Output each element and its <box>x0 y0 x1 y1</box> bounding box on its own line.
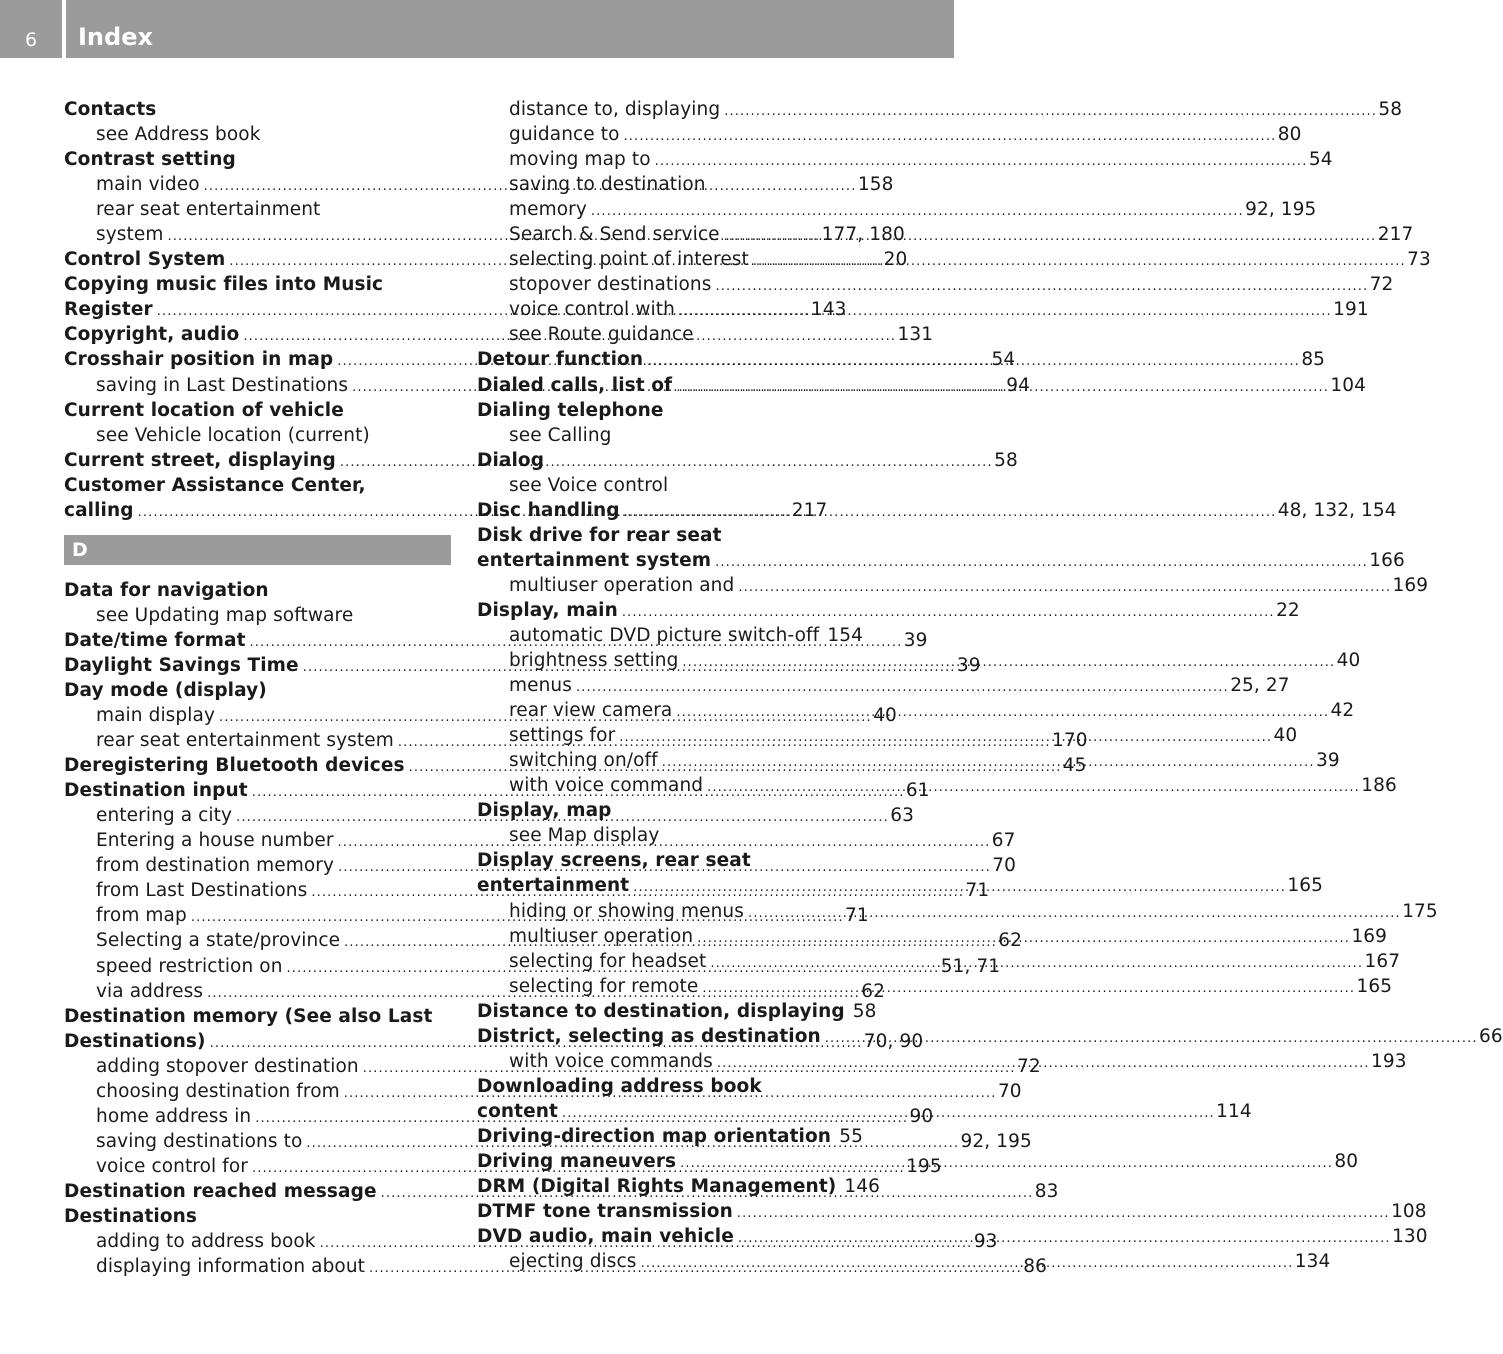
page-reference: 86 <box>1023 1256 1047 1278</box>
entry-term: Deregistering Bluetooth devices <box>64 755 405 777</box>
leader-dots <box>715 274 1365 295</box>
page-reference: 80 <box>1277 124 1302 146</box>
entry-term: automatic DVD picture switch-off <box>509 625 820 646</box>
entry-term: Display, map <box>477 800 612 822</box>
entry-term: displaying information about <box>96 1256 366 1278</box>
leader-dots <box>738 1226 1388 1247</box>
page-reference: 80 <box>1334 1150 1359 1172</box>
entry-term: Driving maneuvers <box>477 1150 677 1172</box>
index-entry <box>64 97 451 122</box>
page-reference: 143 <box>810 299 847 321</box>
index-subentry <box>477 823 863 848</box>
entry-term: DTMF tone transmission <box>477 1201 733 1223</box>
index-entry <box>477 1124 863 1149</box>
index-entry <box>64 272 451 297</box>
entry-term: distance to, displaying <box>509 99 721 121</box>
leader-dots <box>682 650 1332 671</box>
page-reference: 62 <box>861 980 886 1002</box>
entry-term: Customer Assistance Center, <box>64 474 366 496</box>
page-reference: 146 <box>844 1176 880 1198</box>
page-reference: 72 <box>1016 1055 1041 1077</box>
entry-term: Contrast setting <box>64 149 236 171</box>
page-reference: 40 <box>873 705 897 727</box>
leader-dots <box>591 199 1241 220</box>
leader-dots <box>679 299 1329 320</box>
entry-term: see Voice control <box>509 474 669 496</box>
entry-term: Register <box>64 299 153 321</box>
entry-term: rear seat entertainment <box>96 199 321 221</box>
index-entry <box>477 548 1405 573</box>
entry-term: from destination memory <box>96 855 335 877</box>
entry-term: Display, main <box>477 599 618 621</box>
page-reference: 83 <box>1034 1180 1059 1202</box>
index-entry <box>477 1174 880 1199</box>
page-reference: 20 <box>883 249 908 271</box>
entry-term: choosing destination from <box>96 1080 340 1102</box>
leader-dots <box>737 1201 1387 1222</box>
leader-dots <box>624 500 1274 521</box>
entry-term: content <box>477 1100 558 1122</box>
entry-term: Entering a house number <box>96 830 334 852</box>
entry-term: speed restriction on <box>96 955 283 977</box>
index-entry <box>477 523 863 548</box>
leader-dots <box>622 600 1272 621</box>
leader-dots <box>748 901 1398 922</box>
entry-term: voice control with <box>509 299 675 321</box>
index-subentry <box>477 297 1369 322</box>
entry-term: Destinations <box>64 1205 198 1227</box>
page-reference: 108 <box>1391 1201 1427 1223</box>
index-entry <box>64 678 451 703</box>
entry-term: Current location of vehicle <box>64 399 344 421</box>
entry-term: Copyright, audio <box>64 324 240 346</box>
entry-term: Detour function <box>477 349 644 371</box>
page-reference: 71 <box>965 880 990 902</box>
entry-term: Copying music files into Music <box>64 274 384 296</box>
entry-term: hiding or showing menus <box>509 900 744 922</box>
index-entry <box>477 398 863 423</box>
leader-dots <box>562 1101 1212 1122</box>
entry-term: Control System <box>64 249 226 271</box>
entry-term: calling <box>64 499 134 521</box>
index-subentry <box>477 222 1414 247</box>
index-subentry <box>477 272 1394 297</box>
page-reference: 66 <box>1478 1025 1503 1047</box>
index-entry <box>477 999 877 1024</box>
entry-term: Dialog <box>477 449 545 471</box>
entry-term: selecting point of interest <box>509 249 749 271</box>
entry-term: Date/time format <box>64 629 246 651</box>
index-entry <box>477 598 1300 623</box>
page-reference: 167 <box>1364 950 1401 972</box>
index-entry <box>477 1074 863 1099</box>
leader-dots <box>738 575 1388 596</box>
index-subentry <box>477 423 863 448</box>
entry-term: main video <box>96 174 200 196</box>
index-entry <box>64 473 451 498</box>
index-subentry <box>477 673 1290 698</box>
entry-term: Downloading address book <box>477 1075 762 1097</box>
index-subentry <box>64 197 451 222</box>
entry-term: settings for <box>509 725 616 747</box>
index-subentry <box>477 122 1302 147</box>
index-entry <box>64 578 451 603</box>
page-reference: 40 <box>1336 650 1361 672</box>
section-letter-d: D <box>64 535 451 565</box>
leader-dots <box>697 926 1347 947</box>
entry-term: Contacts <box>64 99 157 121</box>
index-subentry <box>477 322 863 347</box>
entry-term: menus <box>509 675 572 697</box>
entry-term: Current street, displaying <box>64 449 336 471</box>
leader-dots <box>676 700 1326 721</box>
index-entry <box>64 147 451 172</box>
index-entry <box>64 1204 451 1229</box>
page-reference: 92, 195 <box>1245 199 1317 221</box>
leader-dots <box>825 1026 1475 1047</box>
entry-term: adding to address book <box>96 1231 316 1253</box>
page-reference: 165 <box>1287 875 1324 897</box>
page-reference: 61 <box>905 780 930 802</box>
page-reference: 154 <box>827 625 863 646</box>
leader-dots <box>702 976 1352 997</box>
page-reference: 169 <box>1392 574 1429 596</box>
index-subentry <box>477 623 863 648</box>
page-reference: 48, 132, 154 <box>1277 499 1397 521</box>
page-reference: 217 <box>791 499 828 521</box>
index-subentry <box>477 97 1403 122</box>
entry-term: see Updating map software <box>96 604 354 626</box>
index-entry <box>477 448 863 473</box>
page-reference: 94 <box>1006 374 1031 396</box>
entry-term: Dialing telephone <box>477 399 664 421</box>
leader-dots <box>707 775 1357 796</box>
entry-term: entertainment <box>477 875 630 897</box>
page-reference: 92, 195 <box>960 1130 1032 1152</box>
entry-term: via address <box>96 980 204 1002</box>
entry-term: from Last Destinations <box>96 880 308 902</box>
entry-term: see Vehicle location (current) <box>96 424 370 446</box>
entry-term: from map <box>96 905 187 927</box>
entry-term: Disk drive for rear seat <box>477 524 722 546</box>
page-reference: 40 <box>1273 725 1298 747</box>
page-reference: 170 <box>1052 730 1088 752</box>
leader-dots <box>624 124 1274 145</box>
index-entry <box>477 848 863 873</box>
index-subentry <box>477 573 1429 598</box>
entry-term: Day mode (display) <box>64 680 267 701</box>
entry-term: see Route guidance <box>509 324 694 346</box>
entry-term: District, selecting as destination <box>477 1025 821 1047</box>
page-reference: 22 <box>1276 599 1300 621</box>
page-reference: 51, 71 <box>940 955 1001 977</box>
page-reference: 39 <box>903 629 928 651</box>
page-reference: 169 <box>1351 925 1388 947</box>
header-divider <box>62 0 66 58</box>
entry-term: Distance to destination, displaying <box>477 1000 845 1022</box>
entry-term: multiuser operation <box>509 925 694 947</box>
page-reference: 63 <box>890 805 915 827</box>
entry-term: DRM (Digital Rights Management) <box>477 1176 837 1198</box>
page-reference: 39 <box>1315 750 1340 772</box>
entry-term: multiuser operation and <box>509 574 735 596</box>
entry-term: entering a city <box>96 805 233 827</box>
page-reference: 70 <box>992 855 1017 877</box>
index-subentry <box>64 423 451 448</box>
entry-term: stopover destinations <box>509 274 712 296</box>
index-entry <box>64 1004 451 1029</box>
index-subentry <box>477 197 1317 222</box>
page-reference: 158 <box>857 174 894 196</box>
entry-term: Search & Send service <box>509 224 720 246</box>
entry-term: rear seat entertainment system <box>96 730 394 752</box>
entry-term: Disc handling <box>477 499 620 521</box>
page-reference: 62 <box>998 930 1023 952</box>
page-reference: 55 <box>839 1125 863 1147</box>
page-reference: 72 <box>1369 274 1394 296</box>
entry-term: with voice command <box>509 775 704 797</box>
index-entry <box>64 398 451 423</box>
page-reference: 58 <box>1378 99 1403 121</box>
page-reference: 130 <box>1392 1226 1428 1248</box>
leader-dots <box>680 1151 1330 1172</box>
page-reference: 90 <box>909 1105 934 1127</box>
entry-term: home address in <box>96 1105 252 1127</box>
entry-term: Driving-direction map orientation <box>477 1125 832 1147</box>
page-reference: 42 <box>1330 700 1355 722</box>
index-entry <box>477 1199 1427 1224</box>
page-reference: 175 <box>1402 900 1438 922</box>
page-reference: 114 <box>1216 1100 1252 1122</box>
index-subentry <box>477 172 863 197</box>
index-subentry <box>477 147 1333 172</box>
leader-dots <box>619 725 1269 746</box>
entry-term: Display screens, rear seat <box>477 850 751 872</box>
entry-term: rear view camera <box>509 700 673 722</box>
entry-term: voice control for <box>96 1155 248 1177</box>
page-reference: 93 <box>973 1231 998 1253</box>
page-reference: 54 <box>991 349 1016 371</box>
page-reference: 58 <box>994 449 1018 471</box>
leader-dots <box>655 149 1305 170</box>
entry-term: Destinations) <box>64 1030 206 1052</box>
entry-term: Dialed calls, list of <box>477 374 673 396</box>
leader-dots <box>715 550 1365 571</box>
index-entry <box>477 798 863 823</box>
entry-term: see Address book <box>96 124 261 146</box>
leader-dots <box>576 675 1226 696</box>
page-reference: 58 <box>852 1000 877 1022</box>
page-reference: 39 <box>956 654 981 676</box>
page-reference: 67 <box>991 830 1016 852</box>
leader-dots <box>753 249 1403 270</box>
page-reference: 134 <box>1294 1251 1331 1273</box>
entry-term: guidance to <box>509 124 620 146</box>
entry-term: memory <box>509 199 587 221</box>
leader-dots <box>633 875 1283 896</box>
entry-term: Destination input <box>64 780 248 802</box>
page-reference: 70 <box>997 1080 1022 1102</box>
entry-term: ejecting discs <box>509 1251 637 1273</box>
leader-dots <box>717 1051 1367 1072</box>
page-reference: 195 <box>906 1155 942 1177</box>
entry-term: see Map display <box>509 825 660 847</box>
page-reference: 71 <box>845 905 869 927</box>
page-reference: 165 <box>1356 975 1393 997</box>
entry-term: brightness setting <box>509 650 679 672</box>
page-reference: 177, 180 <box>821 224 905 246</box>
entry-term: switching on/off <box>509 750 658 772</box>
entry-term: moving map to <box>509 149 651 171</box>
entry-term: Daylight Savings Time <box>64 654 299 676</box>
page-reference: 186 <box>1361 775 1397 797</box>
entry-term: Destination reached message <box>64 1180 377 1202</box>
index-entry <box>477 498 1397 523</box>
leader-dots <box>724 224 1374 245</box>
entry-term: Crosshair position in map <box>64 349 334 371</box>
leader-dots <box>662 750 1312 771</box>
page-reference: 191 <box>1333 299 1369 321</box>
page-reference: 54 <box>1308 149 1333 171</box>
entry-term: system <box>96 224 164 246</box>
page-reference: 193 <box>1371 1050 1407 1072</box>
index-subentry <box>64 122 451 147</box>
page-reference: 104 <box>1330 374 1367 396</box>
page-reference: 166 <box>1369 549 1405 571</box>
page-number: 6 <box>24 29 38 51</box>
page-title: Index <box>78 23 153 51</box>
entry-term: saving destinations to <box>96 1130 303 1152</box>
entry-term: Data for navigation <box>64 579 269 601</box>
leader-dots <box>710 951 1360 972</box>
entry-term: saving to destination <box>509 174 706 196</box>
leader-dots <box>676 375 1326 396</box>
page-reference: 70, 90 <box>863 1030 924 1052</box>
page-reference: 73 <box>1407 249 1431 271</box>
page-reference: 131 <box>897 324 934 346</box>
entry-term: selecting for headset <box>509 950 707 972</box>
entry-term: see Calling <box>509 424 612 446</box>
entry-term: entertainment system <box>477 549 712 571</box>
entry-term: with voice commands <box>509 1050 713 1072</box>
leader-dots <box>647 349 1297 370</box>
page-reference: 45 <box>1062 755 1087 777</box>
entry-term: selecting for remote <box>509 975 699 997</box>
entry-term: DVD audio, main vehicle <box>477 1226 734 1248</box>
index-subentry <box>477 473 863 498</box>
index-subentry <box>64 603 451 628</box>
page-reference: 25, 27 <box>1230 675 1290 697</box>
leader-dots <box>724 99 1374 120</box>
index-subentry <box>477 899 1438 924</box>
entry-term: Selecting a state/province <box>96 930 341 952</box>
entry-term: saving in Last Destinations <box>96 374 349 396</box>
leader-dots <box>641 1251 1291 1272</box>
page-reference: 85 <box>1301 349 1326 371</box>
entry-term: Destination memory (See also Last <box>64 1005 433 1027</box>
entry-term: adding stopover destination <box>96 1055 359 1077</box>
entry-term: main display <box>96 705 215 727</box>
page-reference: 217 <box>1377 224 1414 246</box>
